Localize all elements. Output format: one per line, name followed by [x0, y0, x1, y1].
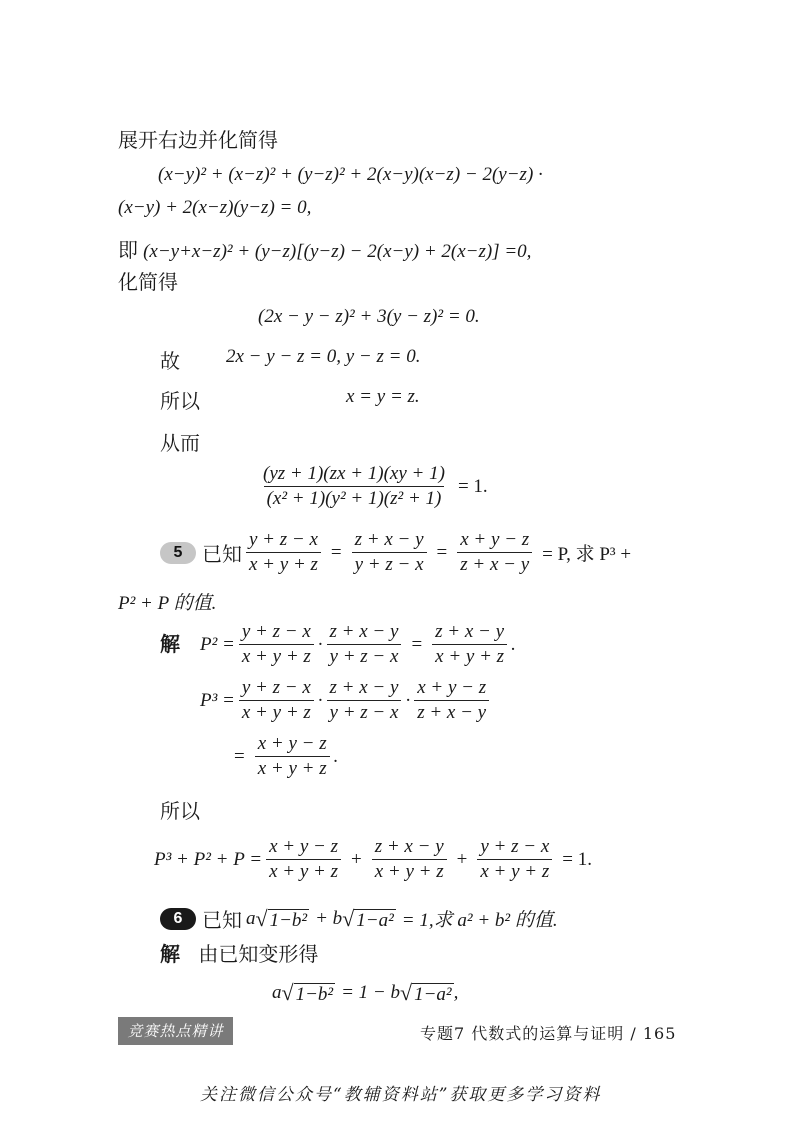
s5-g-num: x + y − z — [257, 733, 327, 754]
problem-5-known: 已知 — [202, 542, 242, 566]
eq5-f3-den: x + y + z — [477, 859, 552, 883]
p5-f1-den: x + y + z — [246, 552, 321, 576]
s5-d-den: x + y + z — [239, 700, 314, 724]
eq6-tail: , — [453, 982, 459, 1003]
s5-f-den: z + x − y — [414, 700, 489, 724]
equation-6 — [272, 980, 458, 1006]
s5-dot-3: · — [405, 689, 411, 711]
equation-2-prefix: 即 — [118, 238, 138, 262]
sqrt-icon: √ — [281, 980, 294, 1005]
sqrt-icon: √ — [255, 905, 268, 931]
p5-f2-num: z + x − y — [354, 529, 424, 550]
equation-2 — [118, 234, 531, 263]
s5-c-den: x + y + z — [432, 644, 507, 668]
solution-6-text: 由已知变形得 — [198, 942, 319, 966]
equation-4-fraction — [260, 463, 448, 510]
therefore-label: 故 — [160, 349, 180, 373]
intro-text: 展开右边并化简得 — [118, 128, 278, 152]
p6-sqrt-1 — [256, 906, 310, 932]
fraction-numerator: (yz + 1)(zx + 1)(xy + 1) — [263, 463, 445, 484]
eq5-f3-num: y + z − x — [480, 836, 550, 857]
problem-6 — [160, 904, 558, 933]
problem-6-badge: 6 — [160, 908, 196, 930]
p6-rest: = 1,求 a² + b² 的值. — [401, 910, 558, 931]
s5-a-den: x + y + z — [239, 644, 314, 668]
eq6-sqrt-2 — [400, 980, 454, 1006]
s5-e-den: y + z − x — [327, 700, 402, 724]
p3-lhs: P³ = — [200, 689, 235, 711]
solution-5-p3 — [200, 677, 493, 724]
p6-plus-b: + b — [315, 907, 343, 929]
therefore-expression: 2x − y − z = 0, y − z = 0. — [226, 346, 421, 367]
solution-5-p2 — [200, 621, 516, 668]
equation-4 — [256, 463, 494, 510]
p5-f3-num: x + y − z — [460, 529, 530, 550]
eq5-f1-den: x + y + z — [266, 859, 341, 883]
p6-a: a — [246, 907, 256, 929]
p5-eq-1: = — [330, 541, 342, 563]
hence-label: 从而 — [160, 431, 200, 455]
p2-lhs: P² = — [200, 633, 235, 655]
p5-f1-num: y + z − x — [249, 529, 318, 550]
solution-5-result — [228, 733, 338, 780]
s5-dot-1: · — [317, 633, 323, 655]
p5-eq-p: = P, 求 P³ + — [542, 544, 632, 565]
p5-f2-den: y + z − x — [352, 552, 427, 576]
so-label-2: 所以 — [160, 799, 200, 823]
solution-6 — [160, 938, 318, 967]
equation-1-line-1: (x−y)² + (x−z)² + (y−z)² + 2(x−y)(x−z) − 2(y−z) · — [158, 164, 543, 185]
s5-eq-1: = — [411, 633, 423, 655]
sqrt-icon: √ — [400, 980, 413, 1005]
sqrt-icon: √ — [342, 905, 355, 931]
fraction-denominator: (x² + 1)(y² + 1)(z² + 1) — [264, 486, 445, 510]
eq5-plus-1: + — [351, 848, 362, 870]
so-label: 所以 — [160, 389, 200, 413]
s5-eq-2: = — [234, 745, 245, 767]
eq6-mid: = 1 − b — [341, 982, 401, 1003]
so-expression: x = y = z. — [346, 386, 420, 407]
equation-1-line-2: (x−y) + 2(x−z)(y−z) = 0, — [118, 197, 312, 218]
s5-d-num: y + z − x — [241, 677, 311, 698]
s5-period-2: . — [333, 745, 339, 767]
eq5-f2-num: z + x − y — [374, 836, 444, 857]
footer-section-tag: 竞赛热点精讲 — [118, 1017, 233, 1045]
eq5-rhs: = 1. — [562, 848, 592, 870]
eq6-rad-1: 1−b² — [295, 984, 334, 1005]
s5-b-den: y + z − x — [327, 644, 402, 668]
s5-f-num: x + y − z — [417, 677, 487, 698]
s5-c-num: z + x − y — [435, 621, 505, 642]
footer-chapter-page: 专题7 代数式的运算与证明 / 165 — [420, 1024, 677, 1043]
problem-5-expression — [242, 529, 637, 576]
problem-5-line-2: P² + P 的值. — [118, 593, 217, 614]
solution-6-label: 解 — [160, 942, 180, 966]
s5-g-den: x + y + z — [255, 756, 330, 780]
eq6-a: a — [272, 982, 282, 1003]
problem-5-badge: 5 — [160, 542, 196, 564]
problem-5 — [160, 529, 637, 576]
eq5-plus-2: + — [456, 848, 468, 870]
p6-sqrt-2 — [342, 906, 396, 932]
equation-2-body: (x−y+x−z)² + (y−z)[(y−z) − 2(x−y) + 2(x−z)] =0, — [143, 241, 532, 262]
eq6-sqrt-1 — [282, 980, 336, 1006]
p5-eq-2: = — [436, 541, 448, 563]
eq5-f1-num: x + y − z — [269, 836, 338, 857]
s5-e-num: z + x − y — [329, 677, 399, 698]
equation-3: (2x − y − z)² + 3(y − z)² = 0. — [258, 306, 480, 327]
s5-dot-2: · — [317, 689, 323, 711]
eq6-rad-2: 1−a² — [414, 984, 452, 1005]
p5-f3-den: z + x − y — [457, 552, 532, 576]
problem-6-known: 已知 — [202, 908, 242, 932]
equation-4-rhs: = 1. — [457, 475, 488, 497]
solution-5-label: 解 — [160, 632, 180, 656]
s5-period-1: . — [511, 633, 516, 655]
p6-rad-1: 1−b² — [269, 909, 308, 931]
p6-rad-2: 1−a² — [356, 909, 394, 931]
eq5-lhs: P³ + P² + P = — [154, 848, 263, 870]
simplify-label: 化简得 — [118, 270, 178, 294]
s5-b-num: z + x − y — [329, 621, 399, 642]
s5-a-num: y + z − x — [241, 621, 311, 642]
watermark-text: 关注微信公众号“教辅资料站”获取更多学习资料 — [200, 1085, 602, 1105]
equation-5 — [154, 836, 598, 883]
eq5-f2-den: x + y + z — [372, 859, 447, 883]
